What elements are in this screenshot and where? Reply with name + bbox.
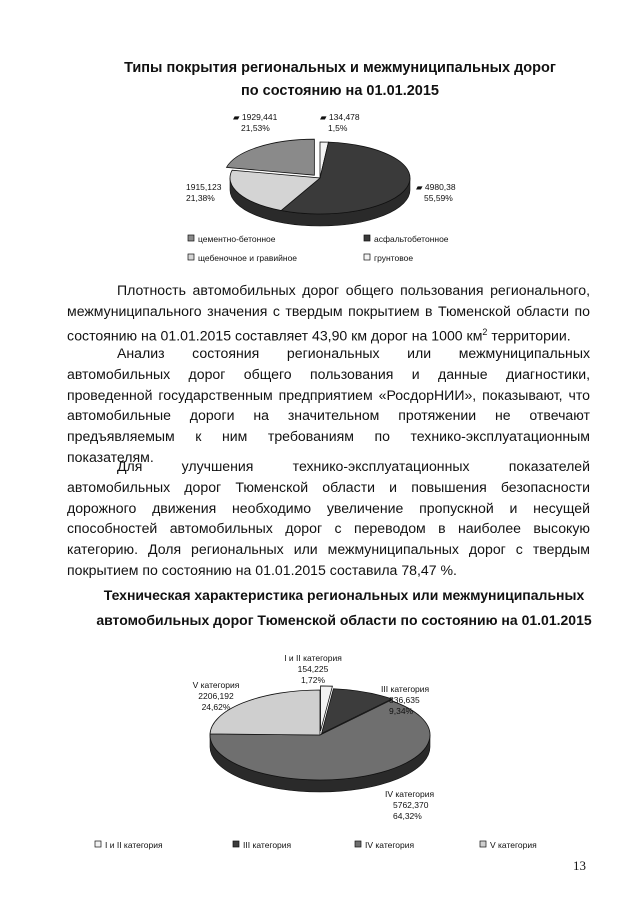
paragraph-condition-analysis-text: Анализ состояния региональных или межмуниципальных автомобильных дорог общего пользования и данные диагностики, проведенной государственным предприятием «РосдорНИИ», показывают, что автомобильные дороги на значительном протяжении не отвечают предъявляемым к ним требованиям по технико-эксплуатационным показателям. <box>67 345 590 465</box>
chart2-title-line1: Техническая характеристика региональных или межмуниципальных <box>103 587 585 603</box>
chart2-data-label-name-4: V категория <box>192 680 240 690</box>
chart2-percent-label-2: 9,34% <box>389 706 414 716</box>
chart2-legend-label-4: V категория <box>490 840 537 850</box>
chart1-legend-label-1: цементно-бетонное <box>198 234 276 244</box>
page-number: 13 <box>573 858 586 873</box>
chart2-value-label-3: 5762,370 <box>393 800 429 810</box>
chart2-percent-label-3: 64,32% <box>393 811 422 821</box>
chart2-legend-label-3: IV категория <box>365 840 415 850</box>
chart1-legend-label-3: щебеночное и гравийное <box>198 253 298 263</box>
chart2-data-label-name-2: III категория <box>381 684 430 694</box>
chart1-value-label-2: ▰ 4980,38 <box>416 182 456 192</box>
paragraph-road-density-text: Плотность автомобильных дорог общего пользования регионального, межмуниципального значения с твердым покрытием в Тюменской области по состоянию на 01.01.2015 составляет 43,90 км дорог на 1000 км <box>67 282 590 344</box>
chart2-value-label-1: 154,225 <box>297 664 329 674</box>
chart2-legend-swatch-3 <box>355 841 361 847</box>
chart1-title-line1: Типы покрытия региональных и межмуниципальных дорог <box>124 60 556 76</box>
chart1-percent-label-2: 55,59% <box>424 193 453 203</box>
chart2-value-label-2: 836,635 <box>389 695 420 705</box>
chart2-data-label-name-1: I и II категория <box>284 653 342 663</box>
chart2-legend-label-1: I и II категория <box>105 840 163 850</box>
chart1-percent-label-1: 21,53% <box>241 123 270 133</box>
chart2-percent-label-1: 1,72% <box>300 675 326 685</box>
chart1-legend-label-4: грунтовое <box>374 253 414 263</box>
chart1-legend-label-2: асфальтобетонное <box>374 234 449 244</box>
chart1-title-line2: по состоянию на 01.01.2015 <box>241 83 439 99</box>
paragraph-improvement-text: Для улучшения технико-эксплуатационных показателей автомобильных дорог Тюменской области и повышения безопасности дорожного движения необходимо увеличение пропускной и несущей способностей автомобильных дорог с переводом в наиболее высокую категорию. Доля региональных или межмуниципальных дорог с твердым покрытием по состоянию на 01.01.2015 составила 78,47 %. <box>67 458 590 578</box>
chart2-legend-swatch-1 <box>95 841 101 847</box>
chart1-percent-label-3: 21,38% <box>186 193 215 203</box>
chart2-legend-swatch-2 <box>233 841 239 847</box>
chart1-value-label-3: 1915,123 <box>186 182 222 192</box>
chart2-data-label-name-3: IV категория <box>385 789 435 799</box>
superscript-2: 2 <box>482 326 488 337</box>
chart2-legend-swatch-4 <box>480 841 486 847</box>
chart1-value-label-1: ▰ 1929,441 <box>233 112 278 122</box>
chart1-percent-label-4: 1,5% <box>328 123 348 133</box>
chart2-legend-label-2: III категория <box>243 840 292 850</box>
chart1-value-label-4: ▰ 134,478 <box>320 112 360 122</box>
chart2-value-label-4: 2206,192 <box>198 691 234 701</box>
paragraph-road-density-tail: территории. <box>487 327 571 344</box>
chart2-percent-label-4: 24,62% <box>201 702 231 712</box>
chart2-title-line2: автомобильных дорог Тюменской области по состоянию на 01.01.2015 <box>96 612 592 628</box>
